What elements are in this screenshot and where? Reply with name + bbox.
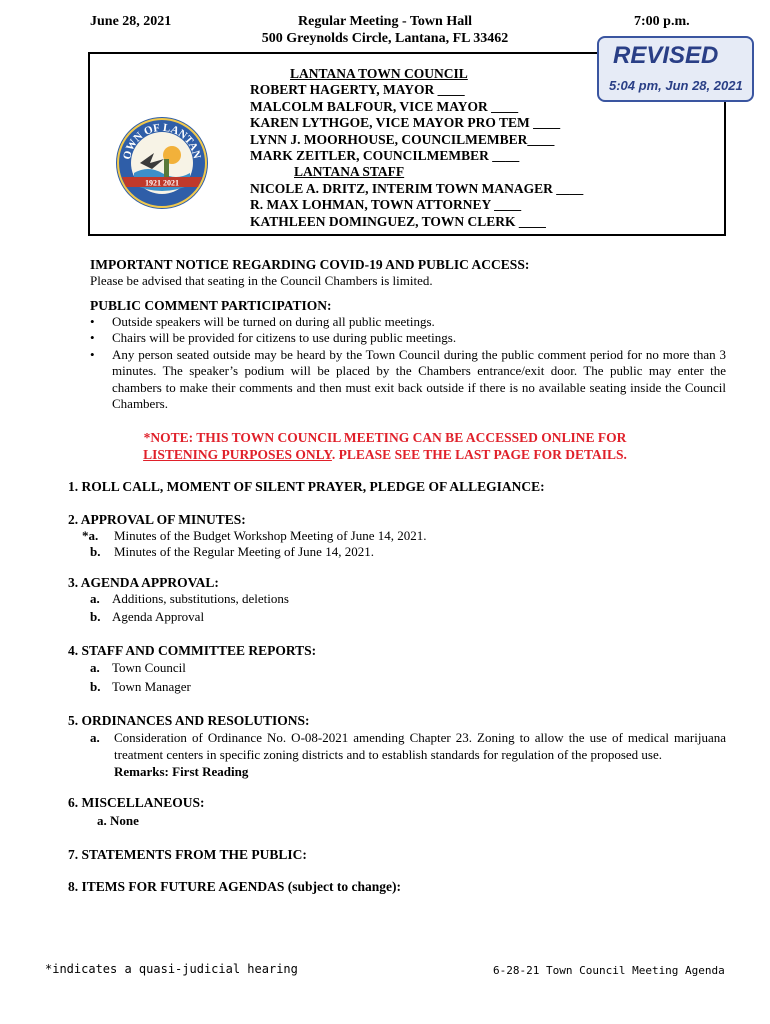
agenda-item: a. Consideration of Ordinance No. O-08-2021 amending Chapter 23. Zoning to allow the use of medical marijuana treatment centers in specific zoning districts and to establish standards for regulation of the proposed use. Remarks: First Reading bbox=[90, 730, 726, 779]
staff-title: LANTANA STAFF bbox=[294, 164, 405, 180]
agenda-section-2: 2. APPROVAL OF MINUTES: bbox=[68, 512, 246, 527]
staff-member: KATHLEEN DOMINGUEZ, TOWN CLERK ____ bbox=[250, 213, 546, 229]
council-roster bbox=[250, 66, 583, 230]
meeting-date: June 28, 2021 bbox=[90, 14, 172, 29]
stamp-timestamp: 5:04 pm, Jun 28, 2021 bbox=[609, 78, 743, 93]
seal-icon bbox=[114, 115, 210, 211]
council-member: ROBERT HAGERTY, MAYOR ____ bbox=[250, 82, 465, 98]
town-seal bbox=[114, 115, 210, 211]
stamp-label: REVISED bbox=[613, 42, 719, 69]
staff-member: R. MAX LOHMAN, TOWN ATTORNEY ____ bbox=[250, 197, 522, 213]
meeting-address: 500 Greynolds Circle, Lantana, FL 33462 bbox=[261, 31, 509, 46]
agenda-section-4: 4. STAFF AND COMMITTEE REPORTS: bbox=[68, 643, 317, 658]
agenda-section-3: 3. AGENDA APPROVAL: bbox=[68, 575, 219, 590]
council-member: MALCOLM BALFOUR, VICE MAYOR ____ bbox=[250, 98, 519, 114]
agenda-section-8: 8. ITEMS FOR FUTURE AGENDAS (subject to change): bbox=[68, 879, 402, 894]
meeting-time: 7:00 p.m. bbox=[634, 14, 690, 29]
meeting-title: Regular Meeting - Town Hall bbox=[298, 14, 472, 29]
agenda-item: a. None bbox=[97, 813, 139, 828]
online-note-line1: *NOTE: THIS TOWN COUNCIL MEETING CAN BE ACCESSED ONLINE FOR bbox=[143, 430, 627, 445]
agenda-item: b. Minutes of the Regular Meeting of June 14, 2021. bbox=[90, 544, 374, 559]
agenda-item: a. Town Council bbox=[90, 660, 186, 675]
council-member: KAREN LYTHGOE, VICE MAYOR PRO TEM ____ bbox=[250, 115, 561, 131]
staff-member: NICOLE A. DRITZ, INTERIM TOWN MANAGER ____ bbox=[250, 180, 584, 196]
agenda-section-7: 7. STATEMENTS FROM THE PUBLIC: bbox=[68, 847, 307, 862]
seal-top-text: OWN OF LANTAN bbox=[121, 121, 203, 161]
notice-heading: IMPORTANT NOTICE REGARDING COVID-19 AND PUBLIC ACCESS: bbox=[90, 257, 530, 272]
online-note-rest: . PLEASE SEE THE LAST PAGE FOR DETAILS. bbox=[331, 447, 627, 462]
public-comment-list bbox=[90, 314, 726, 412]
public-comment-heading: PUBLIC COMMENT PARTICIPATION: bbox=[90, 298, 332, 313]
notice-text: Please be advised that seating in the Council Chambers is limited. bbox=[90, 273, 433, 288]
council-member: MARK ZEITLER, COUNCILMEMBER ____ bbox=[250, 148, 520, 164]
agenda-section-6: 6. MISCELLANEOUS: bbox=[68, 795, 205, 810]
agenda-item: b. Agenda Approval bbox=[90, 609, 205, 624]
agenda-item: *a. Minutes of the Budget Workshop Meeting of June 14, 2021. bbox=[82, 528, 427, 543]
agenda-section-1: 1. ROLL CALL, MOMENT OF SILENT PRAYER, PLEDGE OF ALLEGIANCE: bbox=[68, 479, 545, 494]
footer-title: 6-28-21 Town Council Meeting Agenda bbox=[493, 964, 725, 977]
online-note-line2 bbox=[0, 446, 770, 463]
agenda-item: a. Additions, substitutions, deletions bbox=[90, 591, 289, 606]
list-item: • Chairs will be provided for citizens to use during public meetings. bbox=[90, 330, 726, 346]
council-member: LYNN J. MOORHOUSE, COUNCILMEMBER____ bbox=[250, 131, 555, 147]
footer-note: *indicates a quasi-judicial hearing bbox=[45, 962, 298, 976]
agenda-item: b. Town Manager bbox=[90, 679, 191, 694]
revised-stamp bbox=[597, 36, 754, 102]
item-remarks: Remarks: First Reading bbox=[114, 764, 249, 779]
council-title: LANTANA TOWN COUNCIL bbox=[290, 66, 468, 81]
agenda-section-5: 5. ORDINANCES AND RESOLUTIONS: bbox=[68, 713, 310, 728]
list-item: • Any person seated outside may be heard by the Town Council during the public comment period for no more than 3 minutes. The speaker’s podium will be placed by the Chambers entrance/exit door. The public may enter the chambers to make their comments and then must exit back outside if there is no available seating inside the Council Chambers. bbox=[90, 347, 726, 413]
list-item: • Outside speakers will be turned on during all public meetings. bbox=[90, 314, 726, 330]
seal-years: 1921 2021 bbox=[145, 178, 179, 188]
online-note-emphasis: LISTENING PURPOSES ONLY bbox=[143, 447, 332, 462]
